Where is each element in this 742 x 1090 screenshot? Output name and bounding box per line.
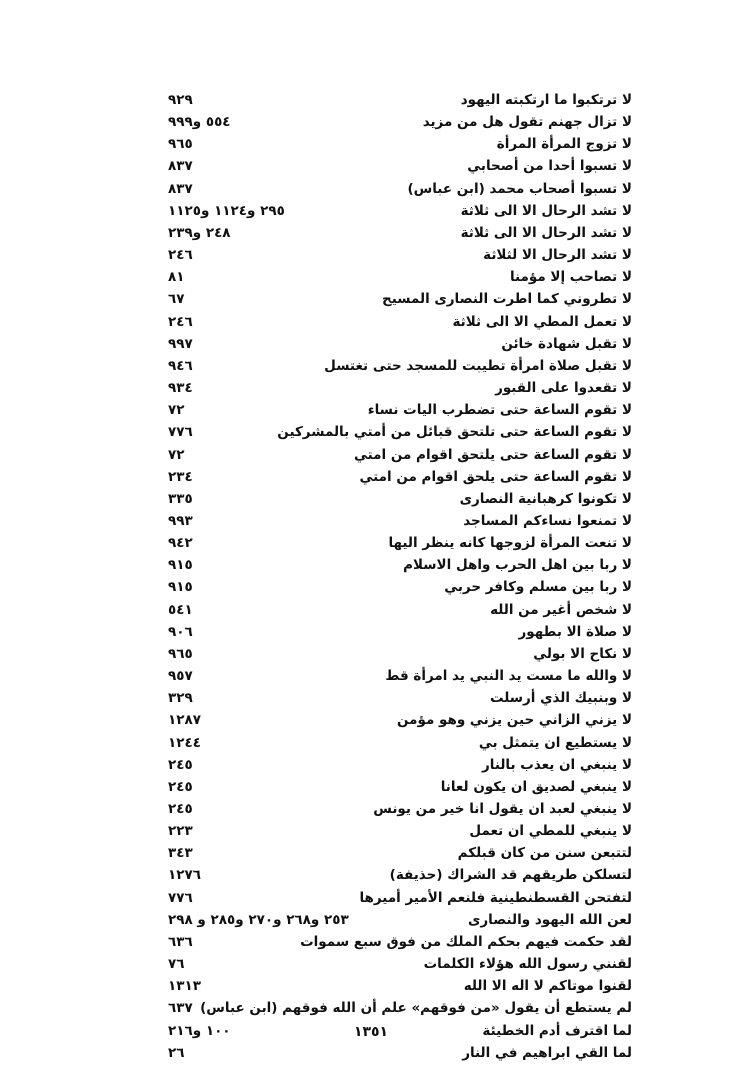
page-reference: ٦٣٧: [168, 1000, 193, 1017]
entry-text: لا يزني الزاني حين يزني وهو مؤمن: [396, 712, 632, 729]
index-entry: [168, 111, 632, 133]
index-entry: [168, 931, 632, 953]
entry-text: لا تقوم الساعة حتى يلتحق اقوام من امتي: [353, 446, 632, 463]
index-entry: [168, 222, 632, 244]
index-entry: [168, 311, 632, 333]
index-entry: [168, 510, 632, 532]
page-reference: ٩٥٧: [168, 668, 193, 685]
page-reference: ٩٤٢: [168, 535, 193, 552]
entry-text: لا تطروني كما اطرت النصارى المسيح: [381, 291, 632, 308]
entry-text: لقد حكمت فيهم بحكم الملك من فوق سبع سموات: [300, 933, 632, 950]
entry-text: لا تشد الرحال الا لثلاثة: [483, 247, 632, 264]
page-reference: ٩٦٥: [168, 136, 193, 153]
index-entry: [168, 887, 632, 909]
page-reference: ١٢٨٧: [168, 712, 201, 729]
entry-text: لا يستطيع ان يتمثل بي: [478, 734, 632, 751]
entry-text: لا ربا بين اهل الحرب واهل الاسلام: [403, 557, 632, 574]
page-reference: ٢٤٥: [168, 801, 193, 817]
entry-text: لا تزوج المرأة المرأة: [496, 136, 632, 153]
page-reference: ٩٩٧: [168, 335, 193, 352]
entry-text: لا ربا بين مسلم وكافر حربي: [444, 579, 632, 596]
entry-text: لا تقوم الساعة حتى يلحق اقوام من امتي: [359, 468, 632, 485]
page-reference: ٢٤٨ و٢٣٩: [168, 224, 231, 241]
page-reference: ٣٤٣: [168, 845, 193, 862]
index-entry: [168, 576, 632, 598]
page-reference: ١٢٤٤: [168, 734, 201, 751]
entry-text: لا ينبغي ان يعذب بالنار: [482, 756, 632, 773]
page-reference: ٧٦: [168, 956, 185, 973]
page-reference: ٢٤٥: [168, 756, 193, 773]
entry-text: لما اقترف أدم الخطيئة: [482, 1022, 632, 1039]
page-reference: ٦٧: [168, 291, 185, 308]
index-entry: [168, 776, 632, 798]
index-entry: [168, 864, 632, 886]
page-reference: ٧٧٦: [168, 424, 193, 441]
index-entry: [168, 953, 632, 975]
page-reference: ٩١٥: [168, 557, 193, 574]
index-entry: [168, 754, 632, 776]
page-reference: ٧٢: [168, 402, 185, 419]
index-entry: [168, 288, 632, 310]
index-entry: [168, 488, 632, 510]
index-entry: [168, 355, 632, 377]
index-entry: [168, 732, 632, 754]
index-entry: [168, 444, 632, 466]
page-reference: ٦٣٦: [168, 933, 193, 950]
entry-text: لا تسبوا أصحاب محمد (ابن عباس): [407, 180, 632, 197]
page-reference: ٢٣٤: [168, 468, 193, 485]
entry-text: لا تزال جهنم تقول هل من مزيد: [422, 114, 632, 131]
page-reference: ٢٤٦: [168, 313, 193, 330]
entry-text: لا ينبغي لعبد ان يقول انا خير من يونس: [373, 801, 632, 817]
entry-text: لم يستطع أن يقول «من فوقهم» علم أن الله فوقهم (ابن عباس): [200, 1000, 632, 1017]
entry-text: لعن الله اليهود والنصارى: [468, 911, 632, 928]
page-reference: ٢٩٥ و١١٢٤ و١١٢٥: [168, 202, 285, 219]
index-entry: [168, 133, 632, 155]
page-reference: ٧٧٦: [168, 889, 193, 906]
index-entry: [168, 975, 632, 997]
entry-text: لقنوا موتاكم لا اله الا الله: [463, 978, 632, 995]
entry-text: لا تشد الرحال الا الى ثلاثة: [460, 224, 632, 241]
index-entry: [168, 421, 632, 443]
entry-text: لا ينبغي للمطي ان تعمل: [469, 823, 632, 840]
entry-text: لتتبعن سنن من كان قبلكم: [457, 845, 632, 862]
entry-text: لا والله ما مست يد النبي يد امرأة قط: [385, 668, 632, 685]
index-entry: [168, 643, 632, 665]
index-entry: [168, 709, 632, 731]
page-reference: ٣٣٥: [168, 490, 193, 507]
index-entry: [168, 599, 632, 621]
page-reference: ١٢٧٦: [168, 867, 201, 884]
entry-text: لا ترتكبوا ما ارتكبته اليهود: [460, 92, 632, 108]
page-reference: ٩٢٩: [168, 92, 193, 108]
entry-text: لا تنعت المرأة لزوجها كانه ينظر اليها: [388, 535, 632, 552]
entry-text: لما القي ابراهيم في النار: [462, 1044, 632, 1061]
entry-text: لا تمنعوا نساءكم المساجد: [463, 512, 632, 529]
page-reference: ٢٢٣: [168, 823, 193, 840]
entry-text: لا تقبل شهادة خائن: [501, 335, 632, 352]
index-entry: [168, 665, 632, 687]
entry-text: لا تقوم الساعة حتى تلتحق قبائل من أمتي بالمشركين: [277, 424, 632, 441]
entry-text: لتسلكن طريقهم قد الشراك (حذيفة): [389, 867, 632, 884]
entry-text: لا تصاحب إلا مؤمنا: [509, 269, 632, 286]
page-reference: ٩٠٦: [168, 623, 193, 640]
index-entry: [168, 798, 632, 820]
index-entry: [168, 89, 632, 111]
index-entry: [168, 1042, 632, 1064]
page-reference: ٢٤٥: [168, 778, 193, 795]
index-entry: [168, 820, 632, 842]
entry-text: لا تقوم الساعة حتى تضطرب اليات نساء: [367, 402, 632, 419]
page-reference: ٩٤٦: [168, 357, 193, 374]
page-reference: ١٠٠ و٢١٦: [168, 1022, 231, 1039]
index-entry: [168, 399, 632, 421]
index-entry: [168, 178, 632, 200]
index-entry: [168, 244, 632, 266]
page-reference: ٧٢: [168, 446, 185, 463]
page-reference: ٩٦٥: [168, 645, 193, 662]
entry-text: لا شخص أغير من الله: [490, 601, 632, 618]
entry-text: لا تقبل صلاة امرأة تطيبت للمسجد حتى تغتسل: [324, 357, 632, 374]
entry-text: لا تعمل المطي الا الى ثلاثة: [452, 313, 632, 330]
entry-text: لقنني رسول الله هؤلاء الكلمات: [423, 956, 632, 973]
entry-text: لا تسبوا أحدا من أصحابي: [467, 158, 632, 175]
index-entry: [168, 200, 632, 222]
index-entry: [168, 909, 632, 931]
page-reference: ٨٣٧: [168, 158, 193, 175]
index-entry: [168, 466, 632, 488]
entry-text: لا نكاح الا بولي: [533, 645, 632, 662]
entry-text: لا ينبغي لصديق ان يكون لعانا: [440, 778, 632, 795]
page-reference: ٨٣٧: [168, 180, 193, 197]
page-reference: ٢٤٦: [168, 247, 193, 264]
page-reference: ٨١: [168, 269, 185, 286]
page-reference: ٩٣٤: [168, 380, 193, 397]
index-entry: [168, 621, 632, 643]
index-entry: [168, 554, 632, 576]
page-number: ١٣٥١: [353, 1024, 389, 1040]
entry-text: لتفتحن القسطنطينية فلنعم الأمير أميرها: [359, 889, 632, 906]
index-entry: [168, 333, 632, 355]
entry-text: لا تشد الرحال الا الى ثلاثة: [460, 202, 632, 219]
entry-text: لا تقعدوا على القبور: [495, 380, 632, 397]
entry-text: لا تكونوا كرهبانية النصارى: [459, 490, 632, 507]
index-entry: [168, 687, 632, 709]
page-reference: ٥٥٤ و٩٩٩: [168, 114, 231, 131]
page-reference: ٥٤١: [168, 601, 193, 618]
index-entry: [168, 532, 632, 554]
page-reference: ٩٩٣: [168, 512, 193, 529]
index-entry: [168, 377, 632, 399]
page-reference: ١٣١٣: [168, 978, 201, 995]
page-reference: ٢٥٣ و٢٦٨ و٢٧٠ و٢٨٥ و ٢٩٨: [168, 911, 349, 928]
entry-text: لا صلاة الا بطهور: [518, 623, 632, 640]
index-entry: [168, 842, 632, 864]
page-reference: ٣٢٩: [168, 690, 193, 707]
index-entry: [168, 155, 632, 177]
page-reference: ٢٦: [168, 1044, 185, 1061]
index-entry: [168, 997, 632, 1019]
index-list: [168, 89, 632, 1064]
entry-text: لا وبنبيك الذي أرسلت: [489, 690, 632, 707]
index-entry: [168, 266, 632, 288]
page-reference: ٩١٥: [168, 579, 193, 596]
